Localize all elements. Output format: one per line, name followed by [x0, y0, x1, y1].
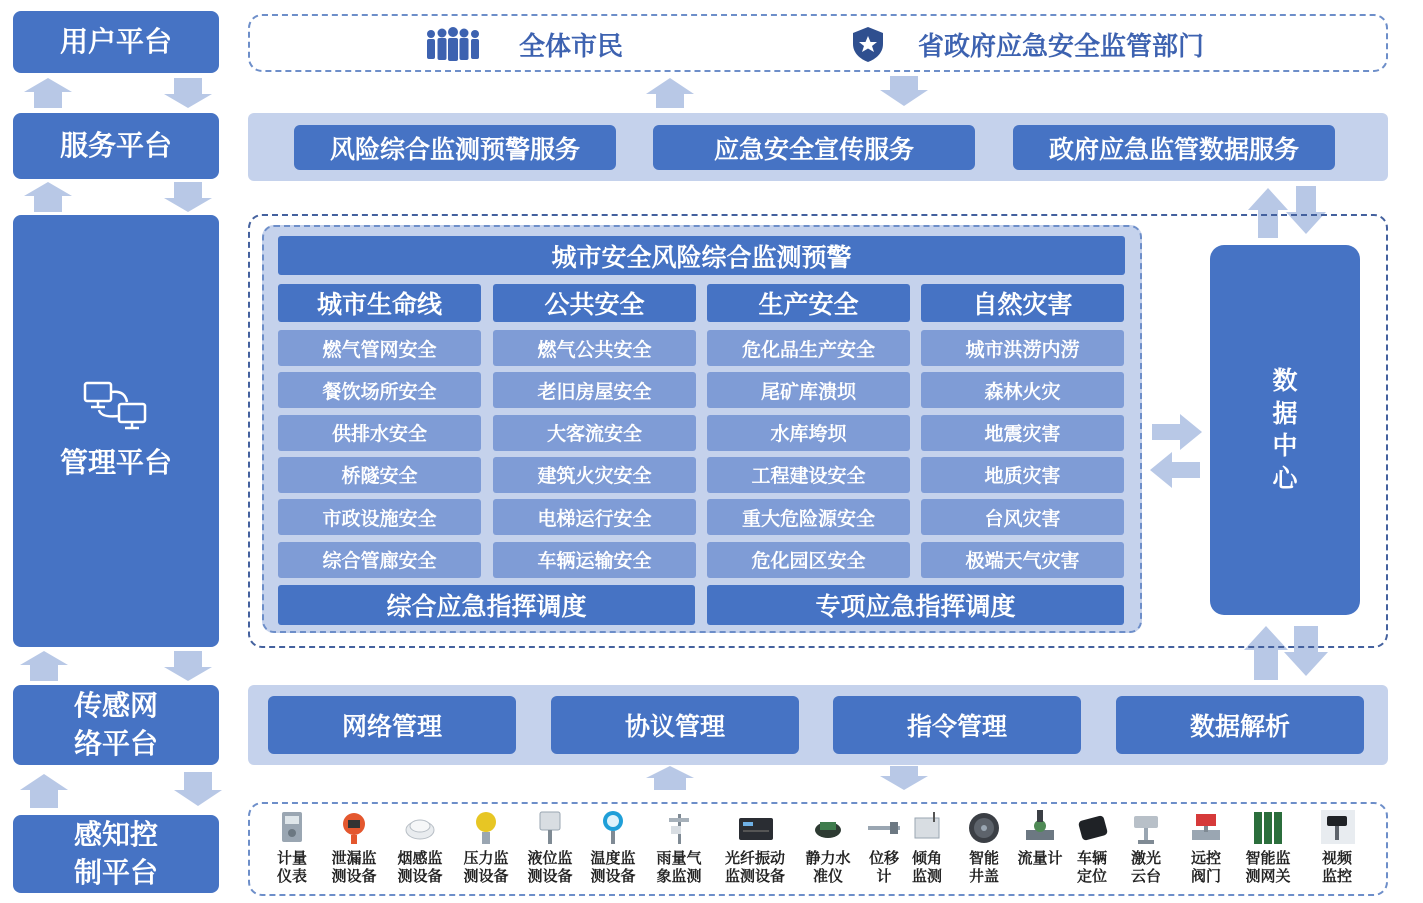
category-natural-disaster: 自然灾害 [921, 284, 1124, 322]
perception-control-platform: 感知控 制平台 [13, 815, 219, 893]
sensor-item [717, 808, 793, 885]
sensor-label: 雨量气 象监测 [656, 849, 702, 885]
sensor-label: 温度监 测设备 [590, 849, 636, 885]
category-lifeline: 城市生命线 [278, 284, 481, 322]
people-group-icon [425, 26, 481, 62]
risk-cell: 城市洪涝内涝 [921, 330, 1124, 366]
risk-cell: 建筑火灾安全 [493, 457, 696, 493]
users-box [248, 14, 1388, 72]
special-dispatch: 专项应急指挥调度 [707, 585, 1124, 625]
arrow-down-bottom [880, 766, 928, 790]
risk-cell: 重大危险源安全 [707, 499, 910, 535]
manhole-cover-icon [966, 808, 1002, 846]
risk-cell: 餐饮场所安全 [278, 372, 481, 408]
risk-cell: 桥隧安全 [278, 457, 481, 493]
network-management: 网络管理 [268, 696, 516, 754]
arrow-down-4 [174, 772, 222, 806]
risk-cell: 大客流安全 [493, 415, 696, 451]
sensor-label: 压力监 测设备 [463, 849, 509, 885]
sensor-item [1230, 808, 1306, 885]
sensor-label: 倾角 监测 [911, 849, 942, 885]
arrow-down-3 [164, 651, 212, 681]
protocol-management: 协议管理 [551, 696, 799, 754]
sensor-label: 流量计 [1017, 849, 1063, 867]
risk-cell: 燃气公共安全 [493, 330, 696, 366]
risk-cell: 车辆运输安全 [493, 542, 696, 578]
arrow-up-bottom [646, 766, 694, 790]
risk-cell: 电梯运行安全 [493, 499, 696, 535]
sensor-label: 泄漏监 测设备 [331, 849, 377, 885]
command-management: 指令管理 [833, 696, 1081, 754]
sensor-label: 远控 阀门 [1190, 849, 1221, 885]
department-group: 省政府应急安全监管部门 [848, 24, 1204, 64]
inclinometer-icon [909, 808, 945, 846]
flowmeter-icon [1022, 808, 1058, 846]
meter-icon [274, 808, 310, 846]
leak-detector-icon [336, 808, 372, 846]
risk-cell: 地震灾害 [921, 415, 1124, 451]
citizens-group: 全体市民 [425, 24, 623, 64]
monitoring-title: 城市安全风险综合监测预警 [278, 236, 1125, 275]
service-platform: 服务平台 [13, 113, 219, 179]
arrow-up-2 [24, 182, 72, 212]
category-production-safety: 生产安全 [707, 284, 910, 322]
arrow-down-1 [164, 78, 212, 108]
risk-cell: 老旧房屋安全 [493, 372, 696, 408]
fiber-vibration-icon [737, 808, 773, 846]
data-parsing: 数据解析 [1116, 696, 1364, 754]
risk-cell: 工程建设安全 [707, 457, 910, 493]
smoke-detector-icon [402, 808, 438, 846]
management-platform: 管理平台 [13, 215, 219, 647]
sensor-label: 激光 云台 [1130, 849, 1161, 885]
sensor-label: 车辆 定位 [1076, 849, 1107, 885]
sensor-item [316, 808, 392, 885]
risk-cell: 燃气管网安全 [278, 330, 481, 366]
remote-valve-icon [1188, 808, 1224, 846]
risk-cell: 市政设施安全 [278, 499, 481, 535]
category-public-safety: 公共安全 [493, 284, 696, 322]
gateway-icon [1250, 808, 1286, 846]
sensor-network-platform: 传感网 络平台 [13, 685, 219, 765]
sensor-label: 智能监 测网关 [1245, 849, 1291, 885]
arrow-up-1 [24, 78, 72, 108]
safety-publicity-service: 应急安全宣传服务 [653, 125, 975, 170]
level-sensor-icon [532, 808, 568, 846]
sensor-label: 智能 井盖 [968, 849, 999, 885]
leveling-instrument-icon [810, 808, 846, 846]
arrow-up-4 [20, 774, 68, 808]
sensor-item [382, 808, 458, 885]
sensor-label: 计量 仪表 [276, 849, 307, 885]
video-camera-icon [1319, 808, 1355, 846]
vehicle-tracker-icon [1074, 808, 1110, 846]
data-center: 数 据 中 心 [1210, 245, 1360, 615]
sensor-item [641, 808, 717, 885]
risk-cell: 综合管廊安全 [278, 542, 481, 578]
arrow-up-3 [20, 651, 68, 681]
government-data-service: 政府应急监管数据服务 [1013, 125, 1335, 170]
arrow-up-top [646, 78, 694, 108]
laser-ptz-icon [1128, 808, 1164, 846]
integrated-dispatch: 综合应急指挥调度 [278, 585, 695, 625]
risk-cell: 地质灾害 [921, 457, 1124, 493]
arrow-down-2 [164, 182, 212, 212]
sensor-label: 静力水 准仪 [805, 849, 851, 885]
weather-station-icon [661, 808, 697, 846]
sensor-label: 烟感监 测设备 [397, 849, 443, 885]
risk-monitoring-service: 风险综合监测预警服务 [294, 125, 616, 170]
risk-cell: 台风灾害 [921, 499, 1124, 535]
risk-cell: 水库垮坝 [707, 415, 910, 451]
pressure-sensor-icon [468, 808, 504, 846]
sensor-label: 视频 监控 [1321, 849, 1352, 885]
sensor-label: 光纤振动 监测设备 [724, 849, 785, 885]
risk-cell: 极端天气灾害 [921, 542, 1124, 578]
risk-cell: 危化园区安全 [707, 542, 910, 578]
risk-cell: 尾矿库溃坝 [707, 372, 910, 408]
sensor-item [1299, 808, 1375, 885]
user-platform: 用户平台 [13, 11, 219, 73]
network-computers-icon [81, 380, 151, 432]
sensor-item [575, 808, 651, 885]
police-badge-icon [848, 24, 888, 64]
temperature-sensor-icon [595, 808, 631, 846]
sensor-label: 位移 计 [868, 849, 899, 885]
risk-cell: 森林火灾 [921, 372, 1124, 408]
arrow-down-top [880, 76, 928, 106]
risk-cell: 危化品生产安全 [707, 330, 910, 366]
sensor-label: 液位监 测设备 [527, 849, 573, 885]
risk-cell: 供排水安全 [278, 415, 481, 451]
